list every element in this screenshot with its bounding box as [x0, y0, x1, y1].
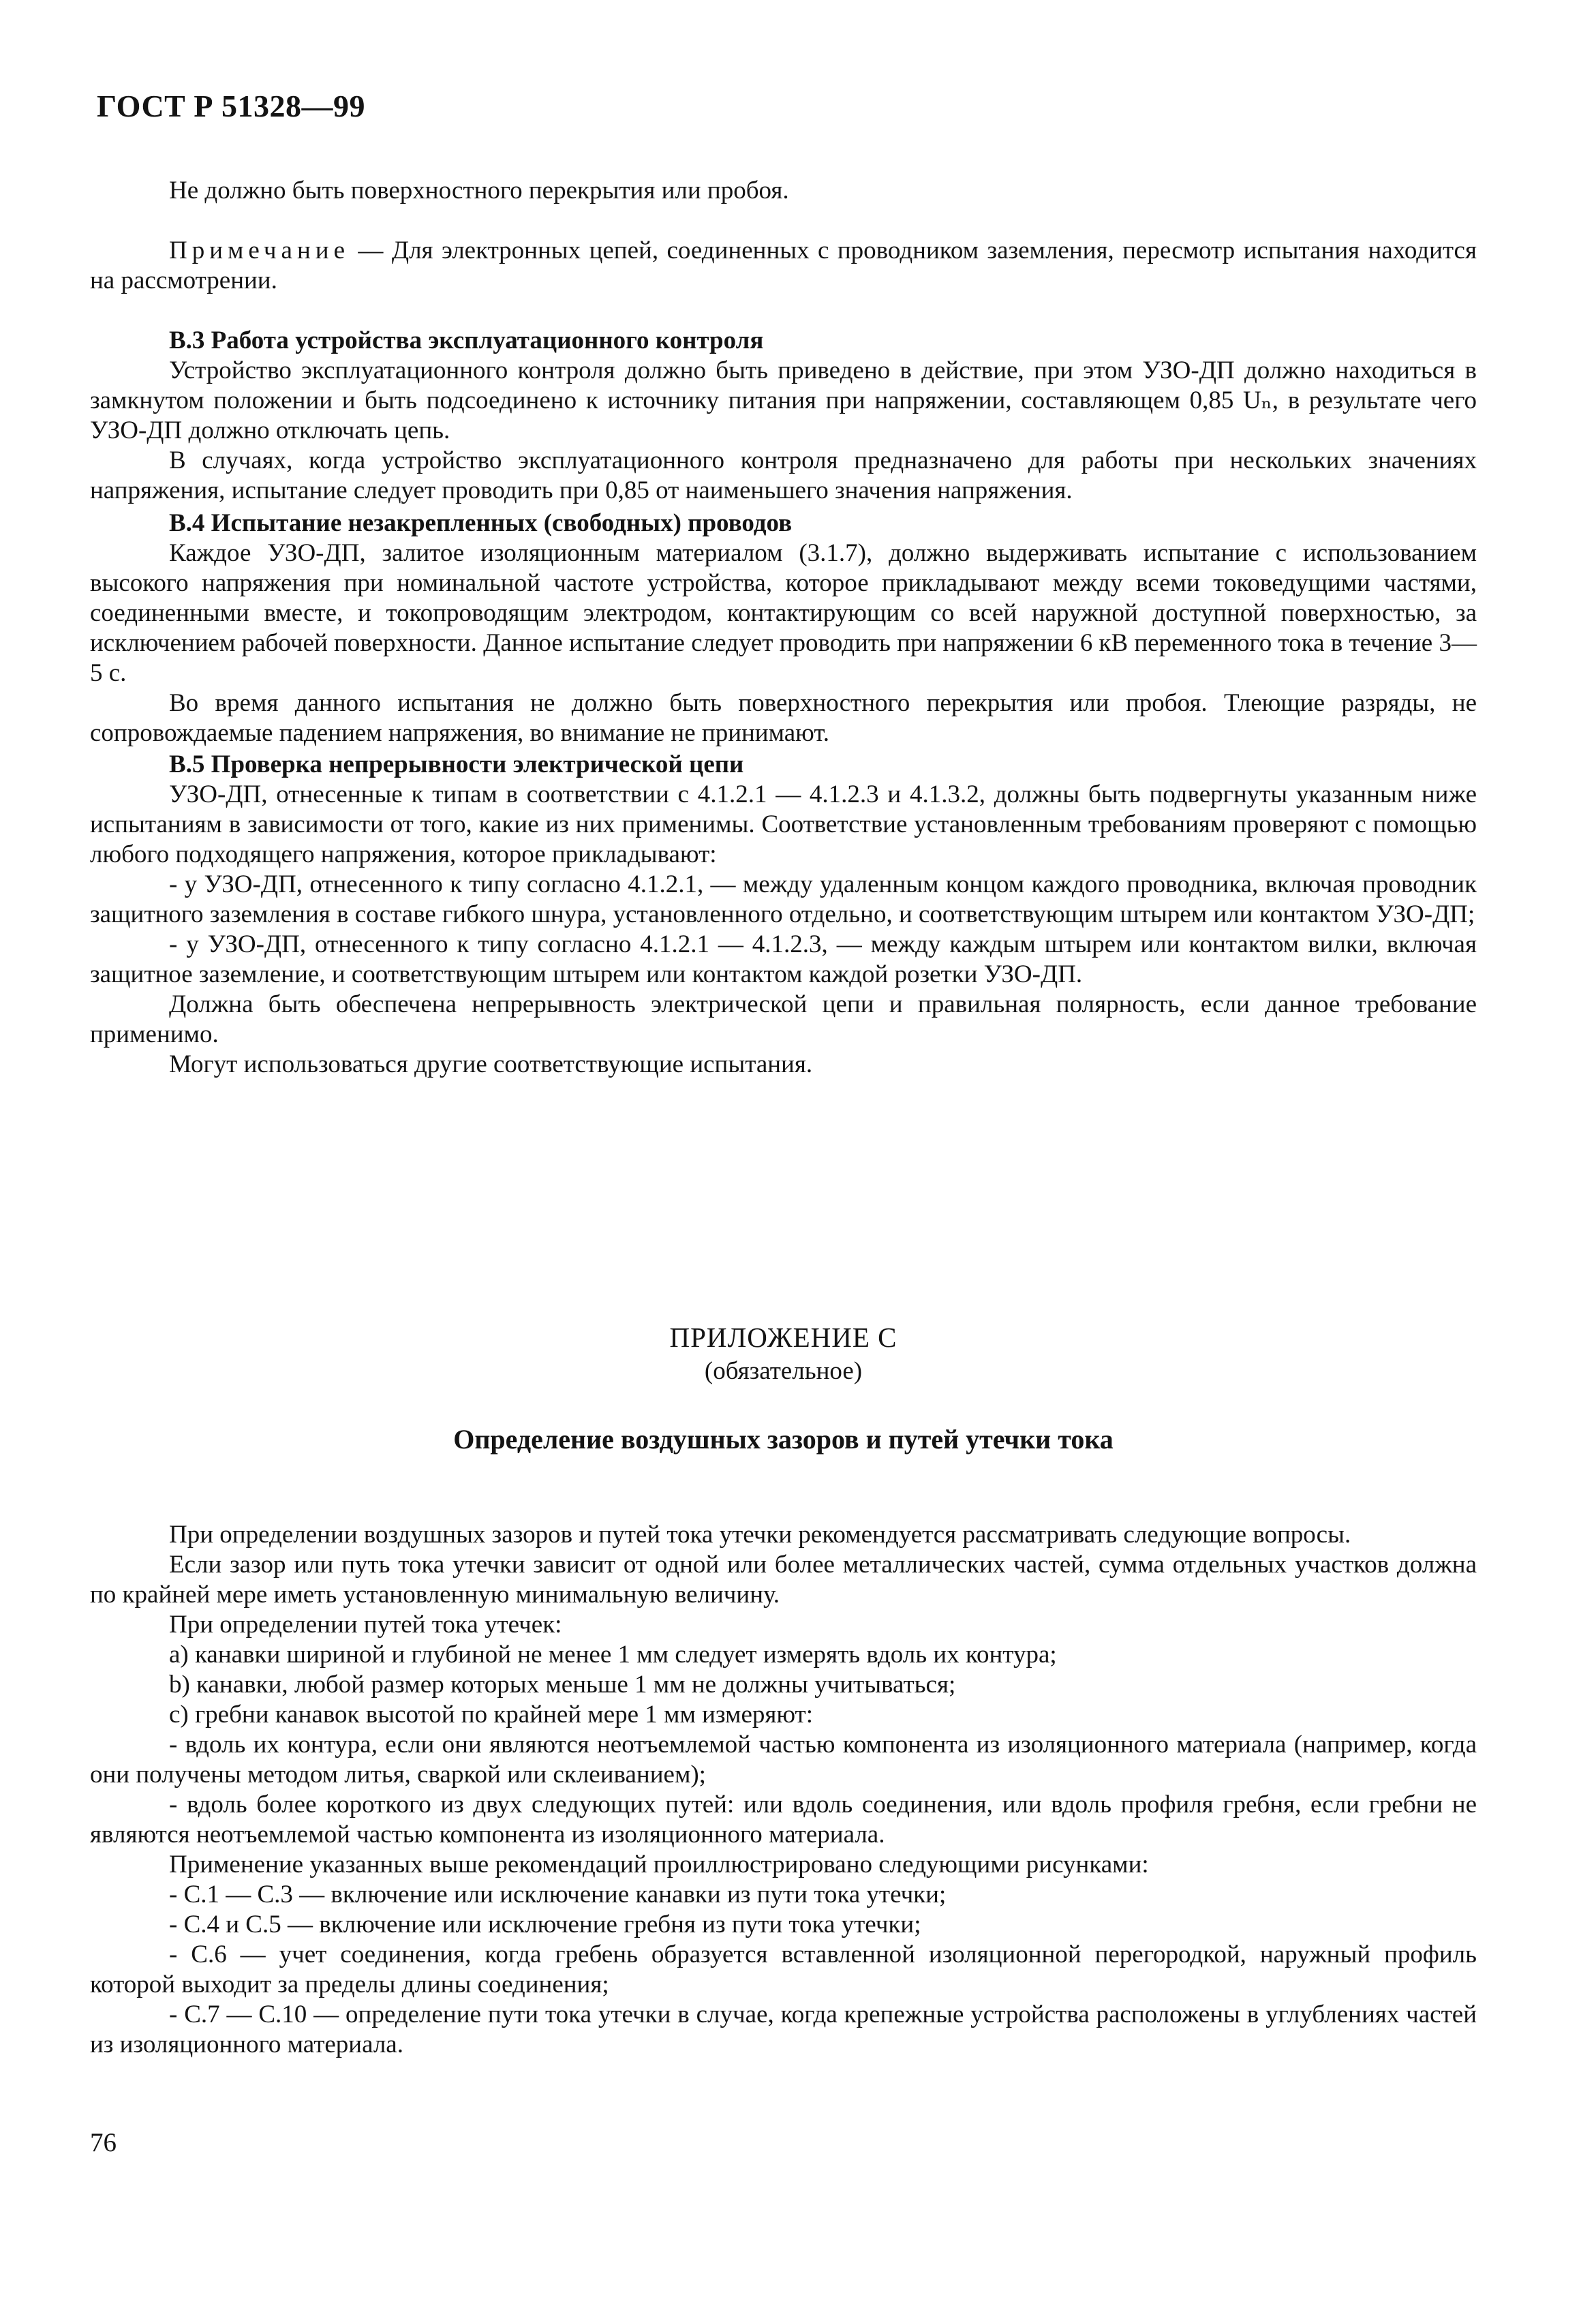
section-heading: В.3 Работа устройства эксплуатационного контроля	[169, 326, 764, 354]
note	[90, 236, 1477, 296]
note-label: Примечание	[169, 237, 350, 264]
appendix-subtitle: (обязательное)	[704, 1357, 863, 1385]
paragraph: Устройство эксплуатационного контроля должно быть приведено в действие, при этом УЗО-ДП должно находиться в замкнутом положении и быть подсоединено к источнику питания при напряжении, составляющем 0,85 Uₙ, в результате чего УЗО-ДП должно отключать цепь.	[90, 356, 1477, 444]
paragraph: Применение указанных выше рекомендаций проиллюстрировано следующими рисунками:	[169, 1851, 1149, 1878]
list-item: - вдоль более короткого из двух следующих путей: или вдоль соединения, или вдоль профиля гребня, если гребни не являются неотъемлемой частью компонента из изоляционного материала.	[90, 1791, 1477, 1849]
list-item: - вдоль их контура, если они являются неотъемлемой частью компонента из изоляционного материала (например, когда они получены методом литья, сваркой или склеиванием);	[90, 1731, 1477, 1789]
list-item: - у УЗО-ДП, отнесенного к типу согласно 4.1.2.1, — между удаленным концом каждого проводника, включая проводник защитного заземления в составе гибкого шнура, установленного отдельно, и соответствующим штырем или контактом УЗО-ДП;	[90, 870, 1477, 928]
section-heading: В.4 Испытание незакрепленных (свободных) проводов	[169, 509, 793, 537]
paragraph: Должна быть обеспечена непрерывность электрической цепи и правильная полярность, если данное требование применимо.	[90, 990, 1477, 1048]
standard-code: ГОСТ Р 51328—99	[97, 89, 365, 123]
list-item: a) канавки шириной и глубиной не менее 1 мм следует измерять вдоль их контура;	[169, 1641, 1057, 1669]
paragraph: Могут использоваться другие соответствующие испытания.	[169, 1050, 813, 1078]
page-number: 76	[90, 2128, 117, 2157]
appendix-title: ПРИЛОЖЕНИЕ С	[669, 1322, 897, 1353]
note-text: — Для электронных цепей, соединенных с проводником заземления, пересмотр испытания находится на рассмотрении.	[90, 237, 1477, 294]
paragraph: При определении воздушных зазоров и путей тока утечки рекомендуется рассматривать следующие вопросы.	[169, 1521, 1351, 1549]
section-b4	[90, 508, 1477, 748]
paragraph: При определении путей тока утечек:	[169, 1611, 562, 1639]
list-item: - С.1 — С.3 — включение или исключение канавки из пути тока утечки;	[169, 1881, 947, 1908]
paragraph: УЗО-ДП, отнесенные к типам в соответствии с 4.1.2.1 — 4.1.2.3 и 4.1.3.2, должны быть подвергнуты указанным ниже испытаниям в зависимости от того, какие из них применимы. Соответствие установленным требованиям проверяют с помощью любого подходящего напряжения, которое прикладывают:	[90, 780, 1477, 868]
section-heading: В.5 Проверка непрерывности электрической цепи	[169, 750, 744, 778]
appendix-heading: Определение воздушных зазоров и путей утечки тока	[453, 1424, 1114, 1455]
list-item: - С.7 — С.10 — определение пути тока утечки в случае, когда крепежные устройства расположены в углублениях частей из изоляционного материала.	[90, 2001, 1477, 2058]
intro-section	[90, 176, 1477, 296]
list-item: - С.4 и С.5 — включение или исключение гребня из пути тока утечки;	[169, 1911, 921, 1938]
paragraph: Во время данного испытания не должно быть поверхностного перекрытия или пробоя. Тлеющие разряды, не сопровождаемые падением напряжения, во внимание не принимают.	[90, 689, 1477, 747]
paragraph: В случаях, когда устройство эксплуатационного контроля предназначено для работы при нескольких значениях напряжения, испытание следует проводить при 0,85 от наименьшего значения напряжения.	[90, 446, 1477, 504]
list-item: b) канавки, любой размер которых меньше 1 мм не должны учитываться;	[169, 1671, 956, 1699]
paragraph: Если зазор или путь тока утечки зависит от одной или более металлических частей, сумма отдельных участков должна по крайней мере иметь установленную минимальную величину.	[90, 1551, 1477, 1609]
list-item: - С.6 — учет соединения, когда гребень образуется вставленной изоляционной перегородкой, наружный профиль которой выходит за пределы длины соединения;	[90, 1941, 1477, 1998]
list-item: - у УЗО-ДП, отнесенного к типу согласно 4.1.2.1 — 4.1.2.3, — между каждым штырем или контактом вилки, включая защитное заземление, и соответствующим штырем или контактом каждой розетки УЗО-ДП.	[90, 930, 1477, 988]
appendix-body	[90, 1520, 1477, 2060]
paragraph: Не должно быть поверхностного перекрытия или пробоя.	[169, 177, 789, 204]
paragraph: Каждое УЗО-ДП, залитое изоляционным материалом (3.1.7), должно выдерживать испытание с использованием высокого напряжения при номинальной частоте устройства, которое прикладывают между всеми токоведущими частями, соединенными вместе, и токопроводящим электродом, контактирующим со всей наружной доступной поверхностью, за исключением рабочей поверхности. Данное испытание следует проводить при напряжении 6 кВ переменного тока в течение 3—5 с.	[90, 539, 1477, 687]
section-b5	[90, 750, 1477, 1080]
section-b3	[90, 326, 1477, 506]
list-item: c) гребни канавок высотой по крайней мере 1 мм измеряют:	[169, 1701, 813, 1729]
